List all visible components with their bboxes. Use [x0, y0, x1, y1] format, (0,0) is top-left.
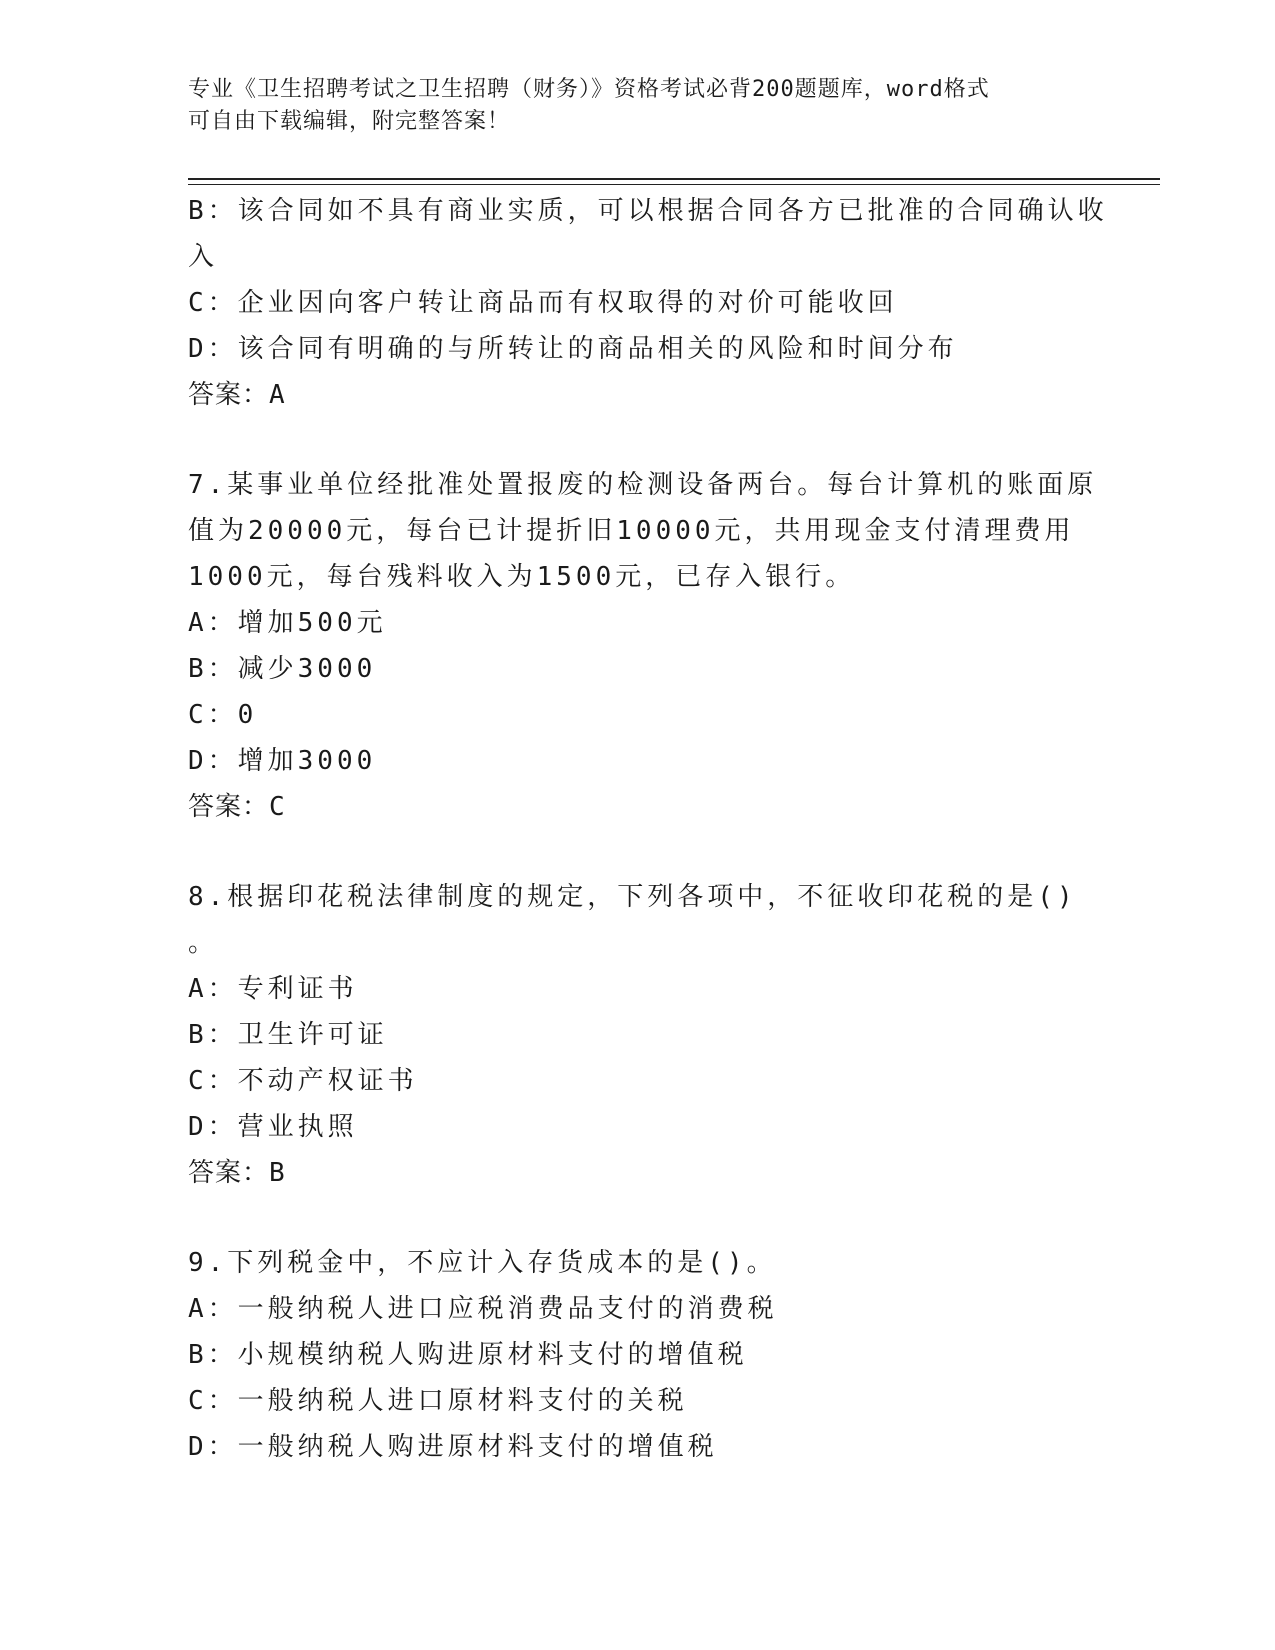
question-stem: 8.根据印花税法律制度的规定，下列各项中，不征收印花税的是() [188, 882, 1077, 912]
answer: 答案：A [188, 380, 286, 410]
option-a: A：专利证书 [188, 974, 358, 1004]
header-title-line-1: 专业《卫生招聘考试之卫生招聘（财务）》资格考试必背200题题库，word格式 [188, 77, 990, 102]
option-c: C：不动产权证书 [188, 1066, 418, 1096]
header-title-line-2: 可自由下载编辑，附完整答案！ [188, 109, 511, 134]
option-d: D：增加3000 [188, 746, 377, 776]
question-stem: 1000元，每台残料收入为1500元，已存入银行。 [188, 562, 856, 592]
document-header [188, 74, 1088, 138]
option-d: D：一般纳税人购进原材料支付的增值税 [188, 1432, 718, 1462]
option-b: B：卫生许可证 [188, 1020, 388, 1050]
header-divider-thick [188, 178, 1160, 180]
option-a: A：增加500元 [188, 608, 387, 638]
question-9 [188, 1240, 1088, 1470]
question-7 [188, 462, 1098, 830]
option-b: B：小规模纳税人购进原材料支付的增值税 [188, 1340, 748, 1370]
option-d: D：该合同有明确的与所转让的商品相关的风险和时间分布 [188, 334, 958, 364]
question-list [188, 188, 1108, 1470]
option-c: C：0 [188, 700, 258, 730]
option-c: C：一般纳税人进口原材料支付的关税 [188, 1386, 688, 1416]
option-c: C：企业因向客户转让商品而有权取得的对价可能收回 [188, 288, 898, 318]
option-d: D：营业执照 [188, 1112, 358, 1142]
option-a: A：一般纳税人进口应税消费品支付的消费税 [188, 1294, 778, 1324]
question-8 [188, 874, 1088, 1196]
option-b: B：减少3000 [188, 654, 377, 684]
question-stem: 9.下列税金中，不应计入存货成本的是()。 [188, 1248, 777, 1278]
question-6 [188, 188, 1108, 418]
option-b-continuation: 入 [188, 242, 219, 272]
question-stem: 7.某事业单位经批准处置报废的检测设备两台。每台计算机的账面原 [188, 470, 1098, 500]
option-b: B：该合同如不具有商业实质，可以根据合同各方已批准的合同确认收 [188, 196, 1108, 226]
answer: 答案：C [188, 792, 286, 822]
answer: 答案：B [188, 1158, 286, 1188]
question-stem: 值为20000元，每台已计提折旧10000元，共用现金支付清理费用 [188, 516, 1075, 546]
header-divider-thin [188, 184, 1160, 185]
question-stem: 。 [188, 928, 219, 958]
